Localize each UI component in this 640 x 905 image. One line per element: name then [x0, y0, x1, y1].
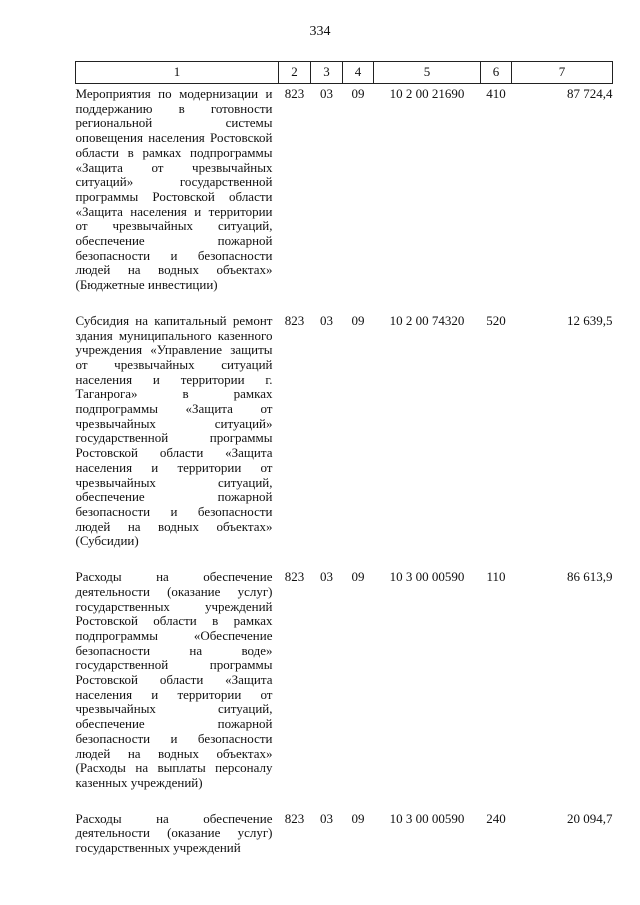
table-row — [76, 809, 613, 856]
target-code: 10 2 00 74320 — [389, 312, 465, 328]
expense-type: 410 — [486, 86, 506, 101]
amount: 12 639,5 — [567, 312, 613, 328]
ministry-code: 823 — [284, 312, 305, 328]
amount: 87 724,4 — [567, 86, 613, 101]
col-header-2: 2 — [279, 62, 311, 84]
subsection-code: 09 — [351, 86, 365, 101]
page-number: 334 — [309, 24, 331, 39]
expense-type: 520 — [486, 312, 506, 328]
target-code: 10 3 00 00590 — [389, 569, 465, 585]
section-code: 03 — [320, 312, 333, 328]
header-row — [76, 62, 613, 84]
row-description: Расходы на обеспечение деятельности (оказание услуг) государственных учреждений — [75, 810, 273, 856]
col-header-4: 4 — [343, 62, 374, 84]
col-header-6: 6 — [481, 62, 512, 84]
col-header-3: 3 — [311, 62, 343, 84]
table-row — [76, 311, 613, 567]
ministry-code: 823 — [284, 810, 305, 826]
row-description: Субсидия на капитальный ремонт здания муниципального казенного учреждения «Управление защиты от чрезвычайных ситуаций населения и территории г. Таганрога» в рамках подпрограммы «Защита от чрезвычайных ситуаций» государственной программы Ростовской области «Защита населения и территории от чрезвычайных ситуаций, обеспечение пожарной безопасности и безопасности людей на водных объектах» (Субсидии) — [75, 312, 273, 549]
target-code: 10 3 00 00590 — [389, 810, 465, 826]
target-code: 10 2 00 21690 — [389, 86, 465, 101]
ministry-code: 823 — [284, 86, 305, 101]
subsection-code: 09 — [351, 312, 365, 328]
expense-type: 240 — [486, 810, 506, 826]
col-header-7: 7 — [512, 62, 613, 84]
budget-table — [75, 61, 613, 856]
row-description: Расходы на обеспечение деятельности (оказание услуг) государственных учреждений Ростовской области в рамках подпрограммы «Обеспечение безопасности на воде» государственной программы Ростовской области «Защита населения и территории от чрезвычайных ситуаций, обеспечение пожарной безопасности и безопасности людей на водных объектах» (Расходы на выплаты персоналу казенных учреждений) — [75, 569, 273, 790]
amount: 20 094,7 — [567, 810, 613, 826]
section-code: 03 — [320, 810, 333, 826]
col-header-1: 1 — [76, 62, 279, 84]
subsection-code: 09 — [351, 810, 365, 826]
subsection-code: 09 — [351, 569, 365, 585]
row-description: Мероприятия по модернизации и поддержанию в готовности региональной системы оповещения населения Ростовской области в рамках подпрограммы «Защита от чрезвычайных ситуаций» государственной программы Ростовской области «Защита населения и территории от чрезвычайных ситуаций, обеспечение пожарной безопасности и безопасности людей на водных объектах» (Бюджетные инвестиции) — [75, 86, 273, 293]
section-code: 03 — [320, 86, 333, 101]
table-row — [76, 84, 613, 311]
section-code: 03 — [320, 569, 333, 585]
col-header-5: 5 — [374, 62, 481, 84]
amount: 86 613,9 — [567, 569, 613, 585]
ministry-code: 823 — [284, 569, 305, 585]
table-row — [76, 567, 613, 809]
expense-type: 110 — [486, 569, 506, 585]
